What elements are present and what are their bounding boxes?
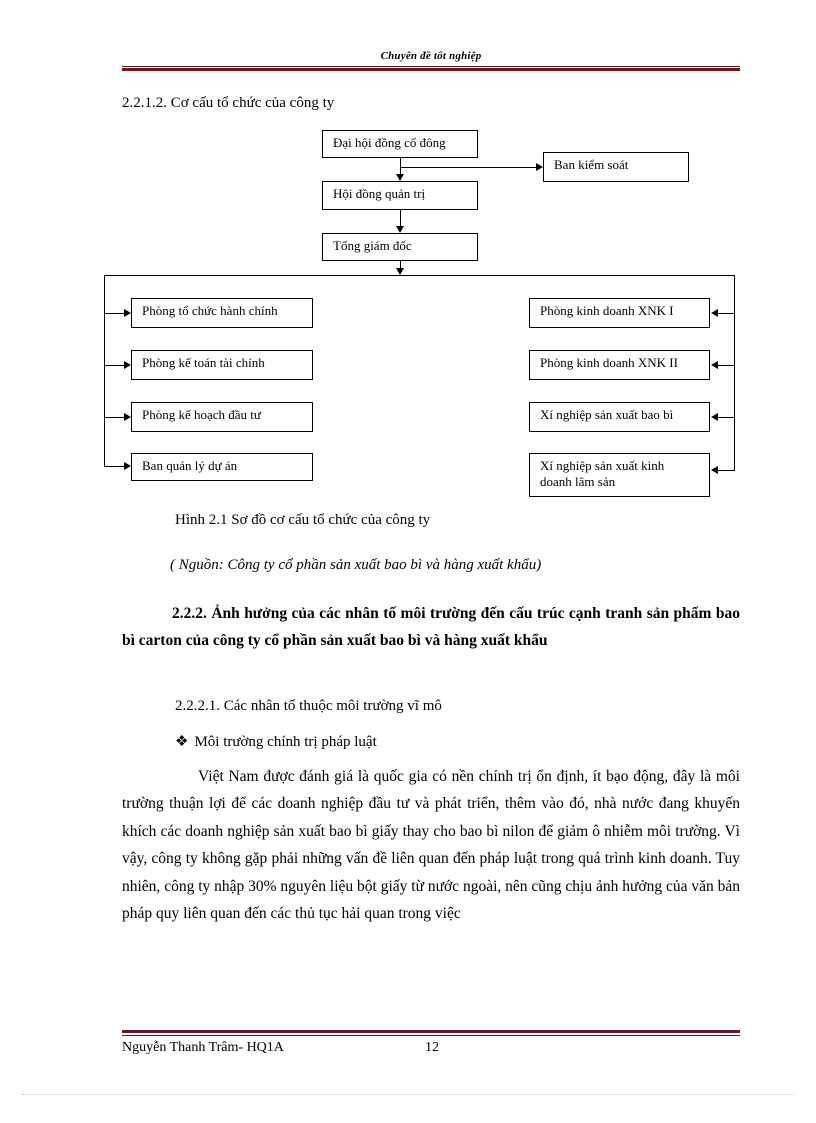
connector-line [400, 158, 401, 174]
connector-line [718, 313, 735, 314]
connector-line [734, 275, 735, 470]
connector-line [400, 210, 401, 226]
connector-line [104, 275, 105, 466]
page-number: 12 [425, 1040, 439, 1055]
connector-line [400, 167, 536, 168]
body-paragraph: Việt Nam được đánh giá là quốc gia có nền chính trị ổn định, ít bạo động, đây là môi trường thuận lợi để các doanh nghiệp đầu tư và phát triển, thêm vào đó, nhà nước đang khuyến khích các doanh nghiệp sản xuất bao bì giấy thay cho bao bì nilon để giảm ô nhiễm môi trường. Vì vậy, công ty không gặp phải những vấn đề liên quan đến pháp luật trong quá trình kinh doanh. Tuy nhiên, công ty nhập 30% nguyên liệu bột giấy từ nước ngoài, nên cũng chịu ảnh hưởng của văn bản pháp quy liên quan đến các thủ tục hải quan trong việc [122, 768, 740, 923]
page-edge-divider [22, 1094, 794, 1095]
arrow-left-icon [711, 413, 718, 421]
arrow-right-icon [124, 361, 131, 369]
connector-line [104, 417, 124, 418]
diamond-bullet-icon: ❖ [175, 734, 189, 750]
arrow-right-icon [124, 309, 131, 317]
org-box-investment-department: Phòng kế hoạch đầu tư [131, 402, 313, 432]
running-header-title: Chuyên đề tốt nghiệp [380, 50, 482, 62]
arrow-right-icon [536, 163, 543, 171]
org-box-forestry-factory: Xí nghiệp sản xuất kinh doanh lâm sản [529, 453, 710, 497]
arrow-down-icon [396, 226, 404, 233]
connector-line [104, 466, 124, 467]
figure-caption: Hình 2.1 Sơ đồ cơ cấu tổ chức của công ty [175, 512, 431, 528]
arrow-down-icon [396, 174, 404, 181]
arrow-left-icon [711, 361, 718, 369]
footer-rule-thick [122, 1030, 740, 1033]
connector-line [718, 470, 735, 471]
subsection-heading: 2.2.2. Ảnh hưởng của các nhân tố môi trường đến cấu trúc cạnh tranh sản phẩm bao bì carton của công ty cổ phần sản xuất bao bì và hàng xuất khẩu [122, 605, 740, 649]
footer-rule-thin [122, 1035, 740, 1036]
arrow-right-icon [124, 462, 131, 470]
org-box-general-meeting: Đại hội đồng cổ đông [322, 130, 478, 158]
connector-line [104, 275, 735, 276]
arrow-right-icon [124, 413, 131, 421]
bullet-item [175, 732, 377, 751]
org-box-supervisory-board: Ban kiểm soát [543, 152, 689, 182]
subsubsection-heading: 2.2.2.1. Các nhân tố thuộc môi trường vĩ mô [175, 698, 442, 714]
connector-line [104, 365, 124, 366]
figure-source: ( Nguồn: Công ty cổ phần sản xuất bao bì và hàng xuất khẩu) [170, 557, 542, 573]
footer-author: Nguyễn Thanh Trâm- HQ1A [122, 1040, 284, 1055]
connector-line [718, 365, 735, 366]
org-box-board-of-directors: Hội đồng quản trị [322, 181, 478, 210]
section-heading: 2.2.1.2. Cơ cấu tổ chức của công ty [122, 95, 335, 111]
org-box-project-management: Ban quản lý dự án [131, 453, 313, 481]
org-box-ceo: Tổng giám đốc [322, 233, 478, 261]
connector-line [718, 417, 735, 418]
header-rule-thick [122, 68, 740, 71]
org-box-admin-department: Phòng tổ chức hành chính [131, 298, 313, 328]
org-box-finance-department: Phòng kế toán tài chính [131, 350, 313, 380]
arrow-left-icon [711, 466, 718, 474]
bullet-text: Môi trường chính trị pháp luật [194, 734, 377, 750]
org-box-packaging-factory: Xí nghiệp sản xuất bao bì [529, 402, 710, 432]
org-box-trade-department-2: Phòng kinh doanh XNK II [529, 350, 710, 380]
header-rule-thin [122, 66, 740, 67]
arrow-left-icon [711, 309, 718, 317]
org-box-trade-department-1: Phòng kinh doanh XNK I [529, 298, 710, 328]
arrow-down-icon [396, 268, 404, 275]
connector-line [104, 313, 124, 314]
